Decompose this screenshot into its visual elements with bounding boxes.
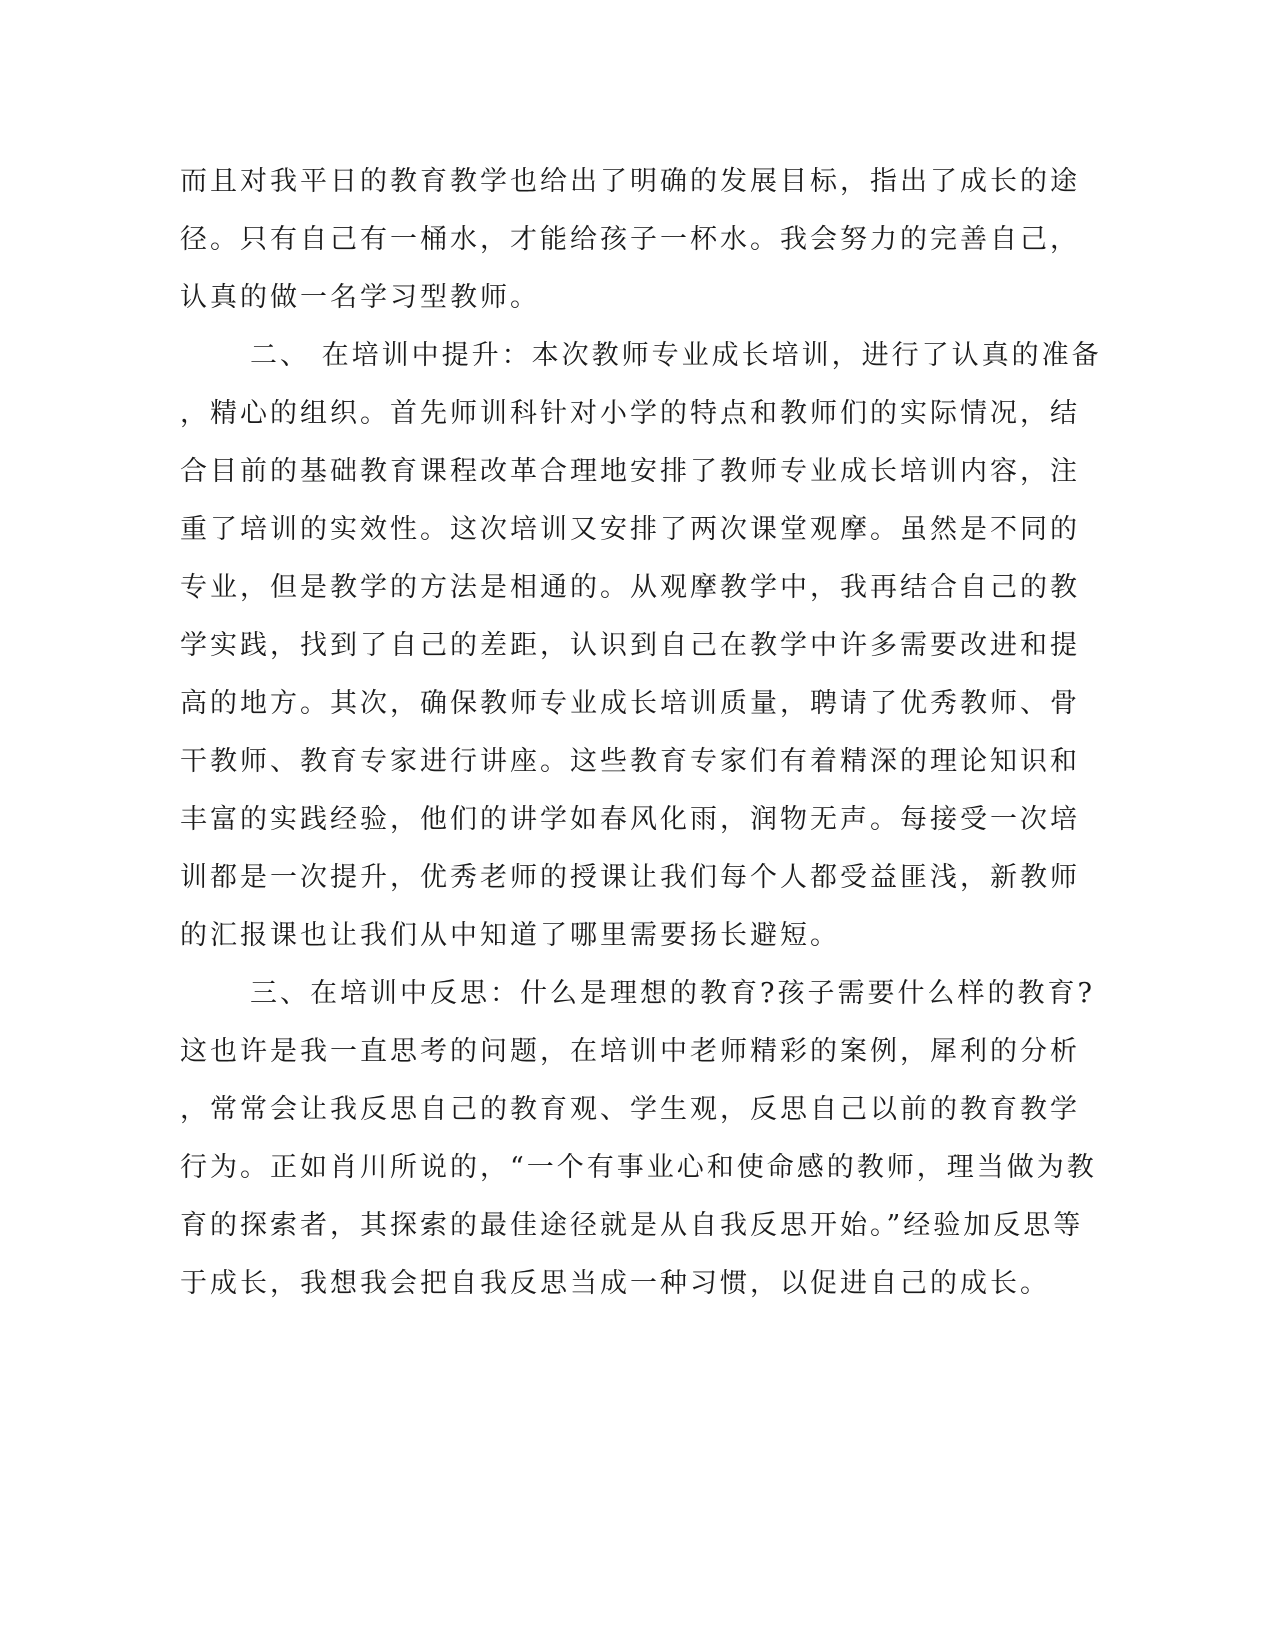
text-line-13: 训都是一次提升，优秀老师的授课让我们每个人都受益匪浅，新教师 xyxy=(180,862,1080,893)
text-line-20: 于成长，我想我会把自我反思当成一种习惯，以促进自己的成长。 xyxy=(180,1268,1050,1299)
text-line-3: 认真的做一名学习型教师。 xyxy=(180,282,540,313)
text-line-8: 专业，但是教学的方法是相通的。从观摩教学中，我再结合自己的教 xyxy=(180,572,1080,603)
text-line-6: 合目前的基础教育课程改革合理地安排了教师专业成长培训内容，注 xyxy=(180,456,1080,487)
text-line-18: 行为。正如肖川所说的，“一个有事业心和使命感的教师，理当做为教 xyxy=(180,1152,1097,1183)
text-line-10: 高的地方。其次，确保教师专业成长培训质量，聘请了优秀教师、骨 xyxy=(180,688,1080,719)
text-line-5: ，精心的组织。首先师训科针对小学的特点和教师们的实际情况，结 xyxy=(180,398,1080,429)
text-line-4: 二、 在培训中提升：本次教师专业成长培训，进行了认真的准备 xyxy=(250,340,1102,371)
text-line-17: ，常常会让我反思自己的教育观、学生观，反思自己以前的教育教学 xyxy=(180,1094,1080,1125)
text-line-16: 这也许是我一直思考的问题，在培训中老师精彩的案例，犀利的分析 xyxy=(180,1036,1080,1067)
text-line-7: 重了培训的实效性。这次培训又安排了两次课堂观摩。虽然是不同的 xyxy=(180,514,1080,545)
text-line-1: 而且对我平日的教育教学也给出了明确的发展目标，指出了成长的途 xyxy=(180,166,1080,197)
text-line-19: 育的探索者，其探索的最佳途径就是从自我反思开始。”经验加反思等 xyxy=(180,1210,1084,1241)
text-line-12: 丰富的实践经验，他们的讲学如春风化雨，润物无声。每接受一次培 xyxy=(180,804,1080,835)
text-line-15: 三、在培训中反思：什么是理想的教育?孩子需要什么样的教育? xyxy=(250,978,1095,1009)
text-line-2: 径。只有自己有一桶水，才能给孩子一杯水。我会努力的完善自己， xyxy=(180,224,1080,255)
text-line-14: 的汇报课也让我们从中知道了哪里需要扬长避短。 xyxy=(180,920,840,951)
text-line-11: 干教师、教育专家进行讲座。这些教育专家们有着精深的理论知识和 xyxy=(180,746,1080,777)
text-line-9: 学实践，找到了自己的差距，认识到自己在教学中许多需要改进和提 xyxy=(180,630,1080,661)
